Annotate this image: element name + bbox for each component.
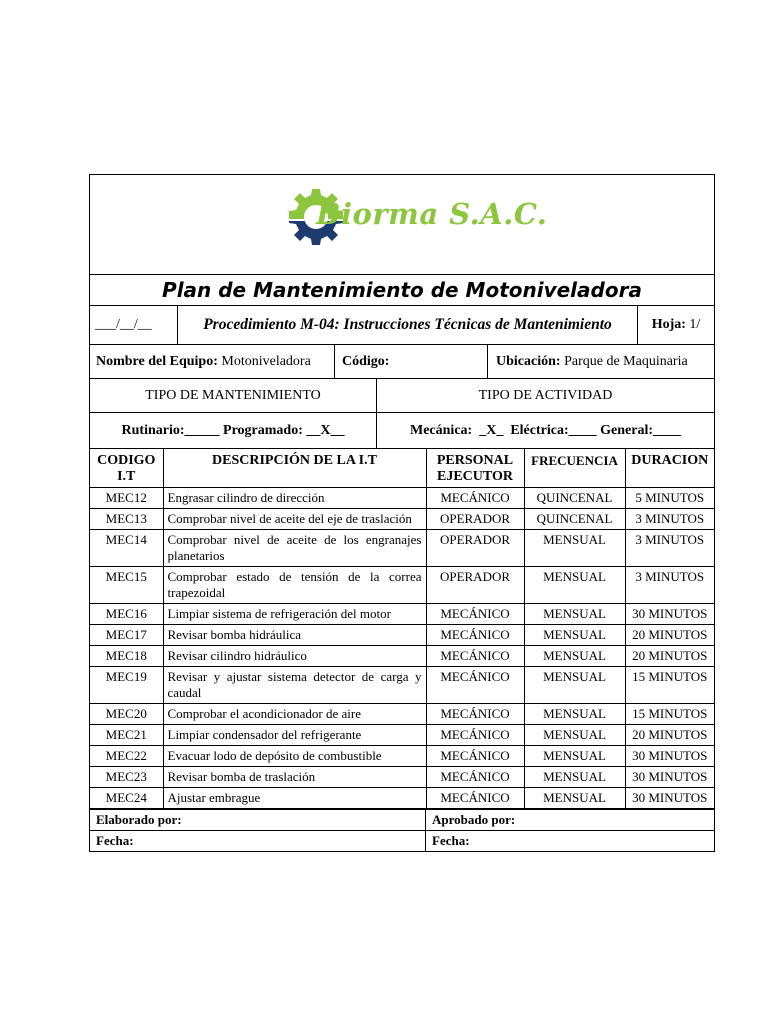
table-header-row (90, 449, 714, 488)
routine-value: _____ (184, 422, 220, 438)
table-cell-personnel: MECÁNICO (426, 725, 524, 746)
scheduled-value: __X__ (306, 422, 345, 438)
location-cell (488, 345, 714, 378)
table-cell-duration: 30 MINUTOS (625, 767, 714, 788)
prepared-by-field: Elaborado por: (90, 810, 426, 830)
date-left-field: Fecha: (90, 831, 426, 851)
mechanical-label: Mecánica: (410, 422, 473, 438)
equipment-name-label: Nombre del Equipo: (96, 353, 218, 369)
page-title: Plan de Mantenimiento de Motoniveladora (162, 278, 642, 302)
table-row (90, 625, 714, 646)
table-row (90, 567, 714, 604)
table-cell-duration: 15 MINUTOS (625, 667, 714, 704)
table-row (90, 767, 714, 788)
table-cell-code: MEC18 (90, 646, 163, 667)
table-cell-description: Engrasar cilindro de dirección (163, 488, 426, 509)
table-cell-description: Comprobar estado de tensión de la correa trapezoidal (163, 567, 426, 604)
table-cell-personnel: OPERADOR (426, 530, 524, 567)
table-cell-description: Comprobar nivel de aceite de los engranajes planetarios (163, 530, 426, 567)
type-row (90, 379, 714, 413)
column-header-description: DESCRIPCIÓN DE LA I.T (163, 449, 426, 488)
activity-options-cell (377, 413, 714, 448)
code-cell (335, 345, 488, 378)
table-row (90, 667, 714, 704)
maintenance-options-cell (90, 413, 377, 448)
sheet-label: Hoja: (651, 317, 686, 332)
table-cell-duration: 30 MINUTOS (625, 746, 714, 767)
date-field (90, 306, 178, 344)
table-cell-description: Evacuar lodo de depósito de combustible (163, 746, 426, 767)
table-cell-code: MEC17 (90, 625, 163, 646)
table-cell-code: MEC21 (90, 725, 163, 746)
signature-row (90, 809, 714, 830)
table-cell-frequency: MENSUAL (524, 704, 625, 725)
logo-header (90, 175, 714, 275)
table-cell-duration: 30 MINUTOS (625, 604, 714, 625)
table-cell-code: MEC15 (90, 567, 163, 604)
table-cell-code: MEC22 (90, 746, 163, 767)
date-row (90, 830, 714, 851)
table-cell-personnel: MECÁNICO (426, 704, 524, 725)
table-row (90, 725, 714, 746)
activity-type-heading: TIPO DE ACTIVIDAD (478, 387, 613, 403)
table-cell-code: MEC16 (90, 604, 163, 625)
table-cell-personnel: MECÁNICO (426, 625, 524, 646)
electrical-value: ____ (568, 422, 597, 438)
equipment-row (90, 345, 714, 379)
table-cell-personnel: MECÁNICO (426, 646, 524, 667)
maintenance-type-cell (90, 379, 377, 412)
procedure-row (90, 306, 714, 345)
table-cell-frequency: MENSUAL (524, 567, 625, 604)
scheduled-label: Programado: (223, 422, 303, 438)
column-header-personnel: PERSONAL EJECUTOR (426, 449, 524, 488)
table-row (90, 604, 714, 625)
table-cell-description: Comprobar el acondicionador de aire (163, 704, 426, 725)
table-cell-duration: 30 MINUTOS (625, 788, 714, 809)
procedure-cell (178, 306, 638, 344)
table-cell-personnel: OPERADOR (426, 509, 524, 530)
table-cell-duration: 20 MINUTOS (625, 646, 714, 667)
routine-label: Rutinario: (121, 422, 185, 438)
table-cell-duration: 3 MINUTOS (625, 567, 714, 604)
procedure-title: Procedimiento M-04: Instrucciones Técnicas de Mantenimiento (203, 316, 612, 333)
table-cell-frequency: MENSUAL (524, 530, 625, 567)
table-cell-frequency: MENSUAL (524, 725, 625, 746)
table-cell-frequency: MENSUAL (524, 625, 625, 646)
table-cell-code: MEC13 (90, 509, 163, 530)
maintenance-plan-sheet (89, 174, 715, 852)
table-row (90, 646, 714, 667)
date-right-field: Fecha: (432, 833, 470, 848)
instructions-table (90, 449, 714, 809)
table-cell-duration: 20 MINUTOS (625, 725, 714, 746)
table-cell-frequency: QUINCENAL (524, 488, 625, 509)
column-header-code: CODIGO I.T (90, 449, 163, 488)
table-cell-personnel: MECÁNICO (426, 788, 524, 809)
table-cell-personnel: MECÁNICO (426, 746, 524, 767)
electrical-label: Eléctrica: (510, 422, 569, 438)
table-cell-frequency: MENSUAL (524, 667, 625, 704)
table-row (90, 509, 714, 530)
general-label: General: (600, 422, 653, 438)
table-cell-code: MEC24 (90, 788, 163, 809)
title-row (90, 275, 714, 306)
table-row (90, 746, 714, 767)
column-header-frequency: FRECUENCIA (524, 449, 625, 488)
equipment-name-value: Motoniveladora (221, 353, 311, 369)
table-row (90, 488, 714, 509)
table-cell-code: MEC12 (90, 488, 163, 509)
table-cell-personnel: OPERADOR (426, 567, 524, 604)
table-cell-description: Comprobar nivel de aceite del eje de traslación (163, 509, 426, 530)
column-header-duration: DURACION (625, 449, 714, 488)
table-cell-duration: 15 MINUTOS (625, 704, 714, 725)
table-cell-description: Revisar y ajustar sistema detector de carga y caudal (163, 667, 426, 704)
date-value: ___/__/__ (95, 317, 152, 332)
code-label: Código: (342, 353, 390, 369)
approved-by-field: Aprobado por: (432, 812, 516, 827)
table-cell-frequency: MENSUAL (524, 746, 625, 767)
maintenance-type-heading: TIPO DE MANTENIMIENTO (145, 387, 321, 403)
table-row (90, 530, 714, 567)
table-cell-frequency: MENSUAL (524, 604, 625, 625)
table-cell-frequency: QUINCENAL (524, 509, 625, 530)
table-cell-frequency: MENSUAL (524, 767, 625, 788)
table-cell-personnel: MECÁNICO (426, 488, 524, 509)
table-cell-description: Ajustar embrague (163, 788, 426, 809)
table-cell-code: MEC20 (90, 704, 163, 725)
location-value: Parque de Maquinaria (564, 353, 688, 369)
table-row (90, 704, 714, 725)
table-cell-description: Revisar bomba hidráulica (163, 625, 426, 646)
table-cell-frequency: MENSUAL (524, 646, 625, 667)
table-cell-duration: 3 MINUTOS (625, 530, 714, 567)
table-row (90, 788, 714, 809)
table-cell-personnel: MECÁNICO (426, 767, 524, 788)
general-value: ____ (653, 422, 681, 438)
sheet-value: 1/ (689, 317, 701, 332)
location-label: Ubicación: (496, 353, 561, 369)
table-cell-code: MEC14 (90, 530, 163, 567)
table-cell-description: Limpiar sistema de refrigeración del motor (163, 604, 426, 625)
equipment-name-cell (90, 345, 335, 378)
company-logo (286, 185, 548, 251)
table-cell-code: MEC19 (90, 667, 163, 704)
table-cell-description: Revisar bomba de traslación (163, 767, 426, 788)
table-cell-duration: 3 MINUTOS (625, 509, 714, 530)
table-cell-personnel: MECÁNICO (426, 604, 524, 625)
table-cell-code: MEC23 (90, 767, 163, 788)
sheet-cell (638, 306, 714, 344)
table-cell-duration: 5 MINUTOS (625, 488, 714, 509)
mechanical-value: _X_ (479, 422, 504, 438)
company-name: Biorma S.A.C. (316, 197, 548, 231)
table-cell-frequency: MENSUAL (524, 788, 625, 809)
table-cell-duration: 20 MINUTOS (625, 625, 714, 646)
table-cell-description: Limpiar condensador del refrigerante (163, 725, 426, 746)
table-cell-personnel: MECÁNICO (426, 667, 524, 704)
table-cell-description: Revisar cilindro hidráulico (163, 646, 426, 667)
options-row (90, 413, 714, 449)
activity-type-cell (377, 379, 714, 412)
